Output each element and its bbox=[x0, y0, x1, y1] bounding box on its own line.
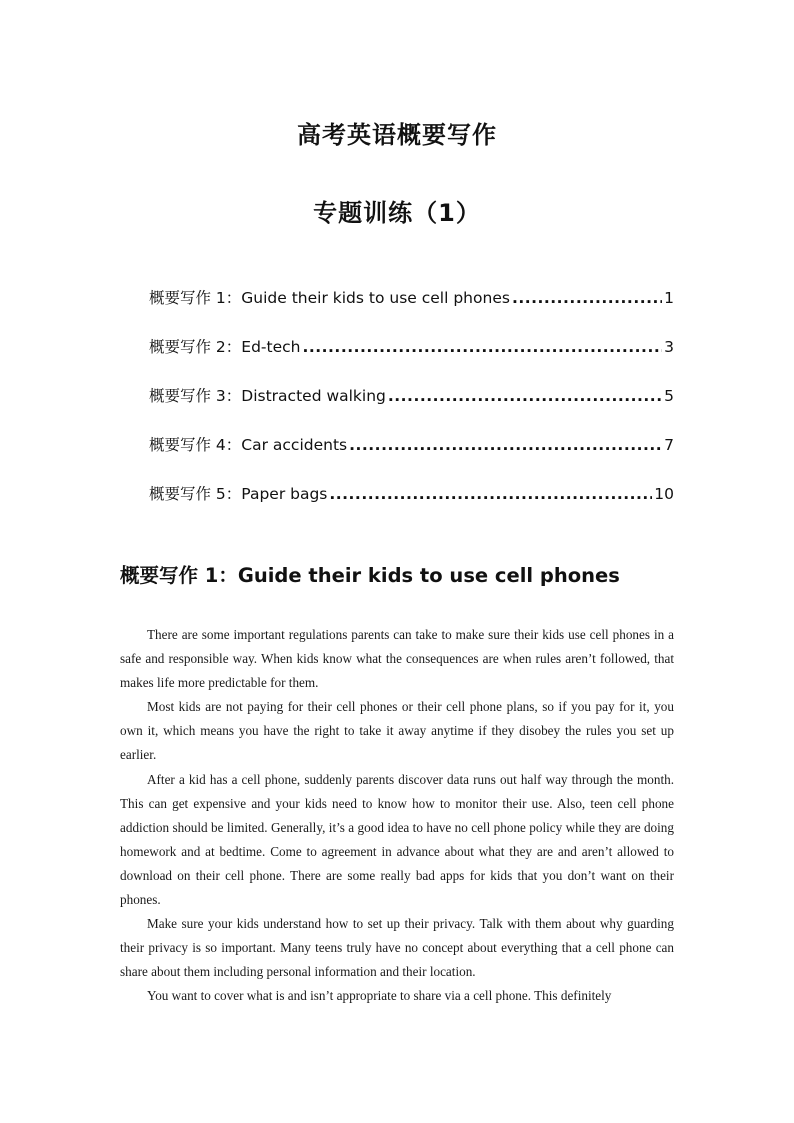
toc-leader-dots bbox=[388, 387, 662, 405]
toc-entry-3[interactable] bbox=[149, 384, 674, 433]
toc-entry-5[interactable] bbox=[149, 482, 674, 531]
body-paragraph: Make sure your kids understand how to set up their privacy. Talk with them about why guarding their privacy is so important. Many teens truly have no concept about everything that a cell phone can share about them including personal information and their location. bbox=[120, 916, 674, 980]
toc-leader-dots bbox=[512, 289, 662, 307]
toc-leader-dots bbox=[302, 338, 662, 356]
toc-entry-label: 概要写作 4：Car accidents bbox=[149, 436, 348, 454]
body-paragraph: After a kid has a cell phone, suddenly parents discover data runs out half way through the month. This can get expensive and your kids need to know how to monitor their use. Also, teen cell phone addiction should be limited. Generally, it’s a good idea to have no cell phone policy while they are doing homework and at bedtime. Come to agreement in advance about what they are and aren’t allowed to download on their cell phone. There are some really bad apps for kids that you don’t want on their phones. bbox=[120, 771, 674, 908]
toc-entry-page: 5 bbox=[664, 387, 674, 405]
document-title: 高考英语概要写作 bbox=[297, 121, 497, 149]
body-paragraph: Most kids are not paying for their cell phones or their cell phone plans, so if you pay for it, you own it, which means you have the right to take it away anytime if they disobey the rules you set up earlier. bbox=[120, 699, 674, 763]
toc-entry-2[interactable] bbox=[149, 335, 674, 384]
toc-entry-1[interactable] bbox=[149, 286, 674, 335]
toc-leader-dots bbox=[349, 436, 662, 454]
section-body bbox=[120, 623, 674, 1009]
toc-entry-label: 概要写作 2：Ed-tech bbox=[149, 338, 301, 356]
toc-entry-page: 7 bbox=[664, 436, 674, 454]
toc-leader-dots bbox=[329, 485, 652, 503]
toc-entry-page: 1 bbox=[664, 289, 674, 307]
body-paragraph: There are some important regulations parents can take to make sure their kids use cell phones in a safe and responsible way. When kids know what the consequences are when rules aren’t followed, that makes life more predictable for them. bbox=[120, 627, 674, 691]
toc-entry-4[interactable] bbox=[149, 433, 674, 482]
toc-entry-page: 10 bbox=[654, 485, 674, 503]
table-of-contents bbox=[149, 286, 674, 531]
body-paragraph: You want to cover what is and isn’t appropriate to share via a cell phone. This definitely bbox=[147, 988, 612, 1004]
toc-entry-label: 概要写作 5：Paper bags bbox=[149, 485, 328, 503]
section-heading: 概要写作 1：Guide their kids to use cell phones bbox=[120, 564, 620, 587]
document-subtitle: 专题训练（1） bbox=[313, 199, 481, 227]
toc-entry-label: 概要写作 1：Guide their kids to use cell phones bbox=[149, 289, 510, 307]
toc-entry-page: 3 bbox=[664, 338, 674, 356]
toc-entry-label: 概要写作 3：Distracted walking bbox=[149, 387, 386, 405]
